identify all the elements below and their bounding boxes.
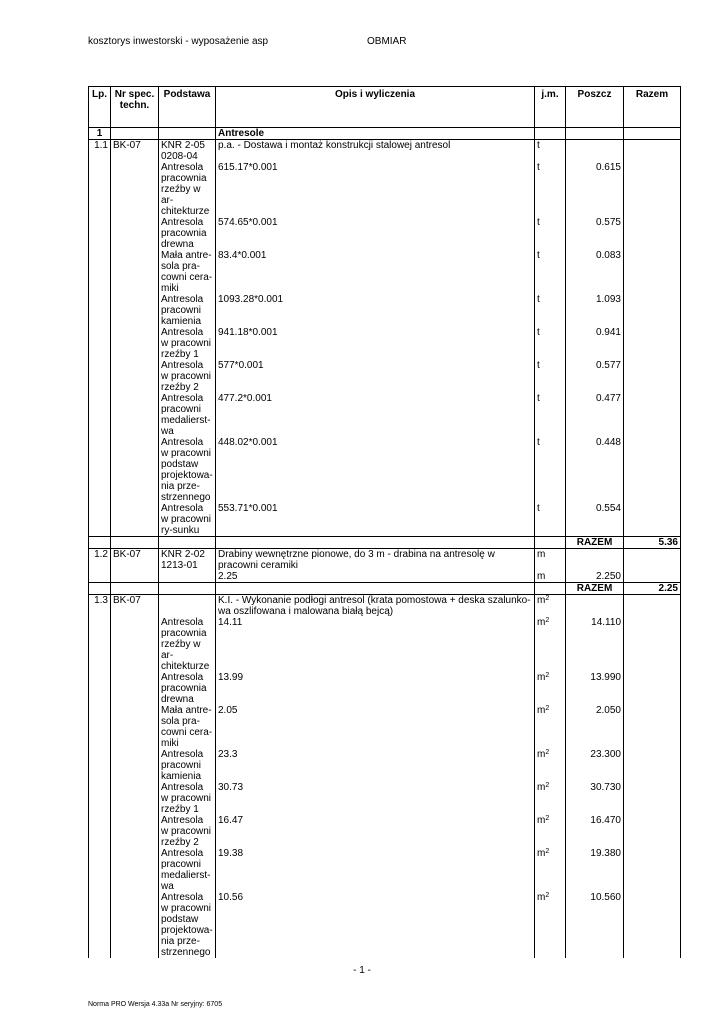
calc-value: 0.615: [566, 162, 624, 217]
software-footer: Norma PRO Wersja 4.33a Nr seryjny: 6705: [88, 1001, 223, 1008]
position-unit: t: [535, 140, 566, 163]
position-nr: BK-07: [111, 140, 159, 163]
calc-location: Antresola pracownia drewna: [159, 672, 216, 705]
calc-unit: $m^2$: [535, 848, 566, 892]
calc-expression: 83.4*0.001: [216, 250, 535, 294]
calc-expression: 14.11: [216, 617, 535, 672]
calc-value: 19.380: [566, 848, 624, 892]
calc-unit: $m^2$: [535, 672, 566, 705]
total-value: 5.36: [624, 537, 681, 549]
calc-unit: t: [535, 503, 566, 537]
position-podstawa: KNR 2-02 1213-01: [159, 549, 216, 572]
calc-expression: 574.65*0.001: [216, 217, 535, 250]
calc-expression: 577*0.001: [216, 360, 535, 393]
position-lp: 1.1: [89, 140, 111, 163]
calc-expression: 23.3: [216, 749, 535, 782]
calc-value: 0.941: [566, 327, 624, 360]
calc-unit: $m^2$: [535, 749, 566, 782]
position-row: [89, 140, 681, 163]
calc-row: [89, 327, 681, 360]
section-title: Antresole: [216, 128, 535, 140]
calc-row: [89, 437, 681, 503]
calc-location: Antresola w pracowni podstaw projektowa-nia prze-strzennego: [159, 437, 216, 503]
calc-value: 0.083: [566, 250, 624, 294]
calc-row: [89, 705, 681, 749]
calc-expression: 13.99: [216, 672, 535, 705]
calc-expression: 553.71*0.001: [216, 503, 535, 537]
calc-expression: 30.73: [216, 782, 535, 815]
calc-unit: t: [535, 360, 566, 393]
position-unit: $m^2$: [535, 595, 566, 618]
calc-row: [89, 294, 681, 327]
calc-location: Antresola pracownia rzeźby w ar-chitekturze: [159, 162, 216, 217]
calc-row: [89, 217, 681, 250]
table-header-row: [89, 87, 681, 128]
calc-row: [89, 848, 681, 892]
calc-unit: t: [535, 250, 566, 294]
calc-value: 2.050: [566, 705, 624, 749]
calc-expression: 2.25: [216, 571, 535, 583]
position-lp: 1.2: [89, 549, 111, 572]
calc-row: [89, 162, 681, 217]
calc-row: [89, 617, 681, 672]
total-label: RAZEM: [566, 537, 624, 549]
calc-row: [89, 672, 681, 705]
total-row: [89, 583, 681, 595]
calc-row: [89, 360, 681, 393]
total-value: 2.25: [624, 583, 681, 595]
calc-value: 23.300: [566, 749, 624, 782]
section-row: [89, 128, 681, 140]
calc-value: 0.575: [566, 217, 624, 250]
calc-unit: m: [535, 571, 566, 583]
position-lp: 1.3: [89, 595, 111, 618]
calc-unit: t: [535, 393, 566, 437]
calc-unit: $m^2$: [535, 892, 566, 958]
calc-value: 0.577: [566, 360, 624, 393]
calc-location: Antresola pracownia drewna: [159, 217, 216, 250]
calc-row: [89, 250, 681, 294]
calc-unit: $m^2$: [535, 815, 566, 848]
calc-location: Antresola w pracowni rzeźby 2: [159, 815, 216, 848]
calc-unit: $m^2$: [535, 617, 566, 672]
calc-location: Mała antre-sola pra-cowni cera-miki: [159, 705, 216, 749]
calc-unit: t: [535, 437, 566, 503]
calc-row: [89, 749, 681, 782]
calc-value: 16.470: [566, 815, 624, 848]
position-description: Drabiny wewnętrzne pionowe, do 3 m - drabina na antresolę w pracowni ceramiki: [216, 549, 535, 572]
calc-value: 13.990: [566, 672, 624, 705]
calc-value: 14.110: [566, 617, 624, 672]
position-description: p.a. - Dostawa i montaż konstrukcji stalowej antresol: [216, 140, 535, 163]
calc-expression: 19.38: [216, 848, 535, 892]
calc-value: 0.554: [566, 503, 624, 537]
calc-expression: 477.2*0.001: [216, 393, 535, 437]
col-opis: Opis i wyliczenia: [216, 87, 535, 128]
col-razem: Razem: [624, 87, 681, 128]
calc-location: Antresola w pracowni rzeźby 1: [159, 327, 216, 360]
obmiar-table: [88, 86, 681, 958]
calc-unit: $m^2$: [535, 782, 566, 815]
calc-value: 1.093: [566, 294, 624, 327]
calc-unit: $m^2$: [535, 705, 566, 749]
page-number: - 1 -: [353, 965, 371, 976]
calc-location: Antresola w pracowni rzeźby 2: [159, 360, 216, 393]
document-type: OBMIAR: [367, 36, 407, 47]
calc-row: [89, 571, 681, 583]
calc-row: [89, 503, 681, 537]
position-row: [89, 549, 681, 572]
calc-expression: 1093.28*0.001: [216, 294, 535, 327]
calc-unit: t: [535, 217, 566, 250]
calc-value: 30.730: [566, 782, 624, 815]
calc-unit: t: [535, 327, 566, 360]
position-podstawa: KNR 2-05 0208-04: [159, 140, 216, 163]
col-jm: j.m.: [535, 87, 566, 128]
calc-row: [89, 782, 681, 815]
col-lp: Lp.: [89, 87, 111, 128]
document-title: kosztorys inwestorski - wyposażenie asp: [88, 36, 269, 47]
calc-expression: 16.47: [216, 815, 535, 848]
calc-location: Antresola pracownia rzeźby w ar-chitekturze: [159, 617, 216, 672]
position-description: K.I. - Wykonanie podłogi antresol (krata pomostowa + deska szalunko-wa oszlifowana i malowana białą bejcą): [216, 595, 535, 618]
calc-location: Antresola w pracowni rzeźby 1: [159, 782, 216, 815]
col-nr: Nr spec. techn.: [111, 87, 159, 128]
position-unit: m: [535, 549, 566, 572]
calc-expression: 2.05: [216, 705, 535, 749]
calc-location: Mała antre-sola pra-cowni cera-miki: [159, 250, 216, 294]
calc-unit: t: [535, 294, 566, 327]
calc-location: Antresola pracowni medalierst-wa: [159, 393, 216, 437]
calc-location: Antresola pracowni kamienia: [159, 749, 216, 782]
total-label: RAZEM: [566, 583, 624, 595]
calc-location: Antresola w pracowni podstaw projektowa-nia prze-strzennego: [159, 892, 216, 958]
col-podstawa: Podstawa: [159, 87, 216, 128]
calc-expression: 941.18*0.001: [216, 327, 535, 360]
total-row: [89, 537, 681, 549]
calc-expression: 615.17*0.001: [216, 162, 535, 217]
calc-location: Antresola pracowni medalierst-wa: [159, 848, 216, 892]
calc-value: 0.477: [566, 393, 624, 437]
calc-expression: 448.02*0.001: [216, 437, 535, 503]
calc-value: 2.250: [566, 571, 624, 583]
calc-value: 10.560: [566, 892, 624, 958]
calc-row: [89, 892, 681, 958]
calc-unit: t: [535, 162, 566, 217]
col-poszcz: Poszcz: [566, 87, 624, 128]
position-nr: BK-07: [111, 549, 159, 572]
calc-value: 0.448: [566, 437, 624, 503]
position-row: [89, 595, 681, 618]
calc-location: Antresola w pracowni ry-sunku: [159, 503, 216, 537]
calc-row: [89, 393, 681, 437]
calc-row: [89, 815, 681, 848]
calc-location: Antresola pracowni kamienia: [159, 294, 216, 327]
calc-expression: 10.56: [216, 892, 535, 958]
section-lp: 1: [89, 128, 111, 140]
position-nr: BK-07: [111, 595, 159, 618]
